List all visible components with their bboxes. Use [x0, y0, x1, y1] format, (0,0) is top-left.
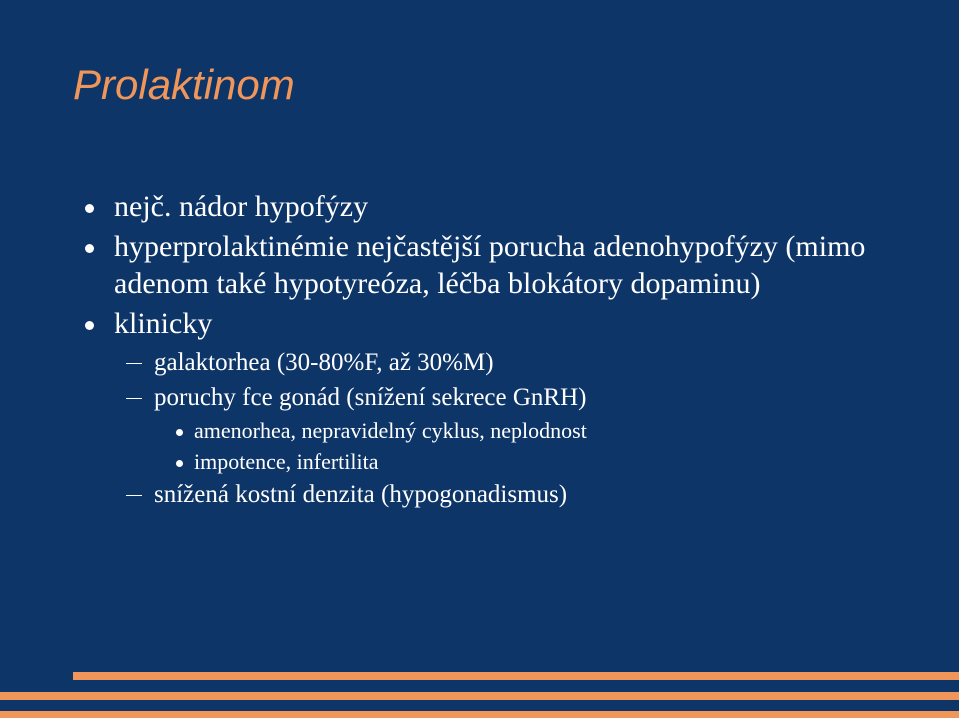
dash-icon: [126, 363, 142, 364]
sub-sub-bullet-text: amenorhea, nepravidelný cyklus, neplodnost: [194, 418, 587, 443]
bullet-dot-icon: [176, 460, 183, 467]
sub-bullet-item: [0, 345, 959, 380]
bullet-text: hyperprolaktinémie nejčastější porucha adenohypofýzy (mimo adenom také hypotyreóza, léčba blokátory dopaminu): [114, 230, 866, 300]
decorative-bar: [0, 692, 959, 700]
slide-title: Prolaktinom: [73, 61, 295, 108]
bullet-dot-icon: [176, 429, 183, 436]
bullet-item: [0, 228, 914, 302]
sub-bullet-text: galaktorhea (30-80%F, až 30%M): [154, 349, 494, 376]
decorative-bar: [73, 672, 959, 680]
bullet-text: klinicky: [114, 307, 213, 340]
dash-icon: [126, 495, 142, 496]
sub-sub-bullet-item: [0, 415, 959, 446]
dash-icon: [126, 398, 142, 399]
bullet-item: [0, 305, 914, 342]
decorative-bar: [0, 711, 959, 718]
sub-bullet-item: [0, 477, 959, 512]
bullet-dot-icon: [85, 204, 94, 213]
bullet-item: [0, 188, 914, 225]
sub-bullet-text: poruchy fce gonád (snížení sekrece GnRH): [154, 384, 587, 411]
bullet-dot-icon: [85, 244, 94, 253]
sub-sub-bullet-text: impotence, infertilita: [194, 449, 379, 474]
sub-sub-bullet-item: [0, 446, 959, 477]
bullet-text: nejč. nádor hypofýzy: [114, 190, 369, 223]
sub-bullet-item: [0, 380, 959, 415]
bullet-list: [0, 188, 959, 512]
bullet-dot-icon: [85, 321, 94, 330]
sub-bullet-text: snížená kostní denzita (hypogonadismus): [154, 481, 568, 508]
